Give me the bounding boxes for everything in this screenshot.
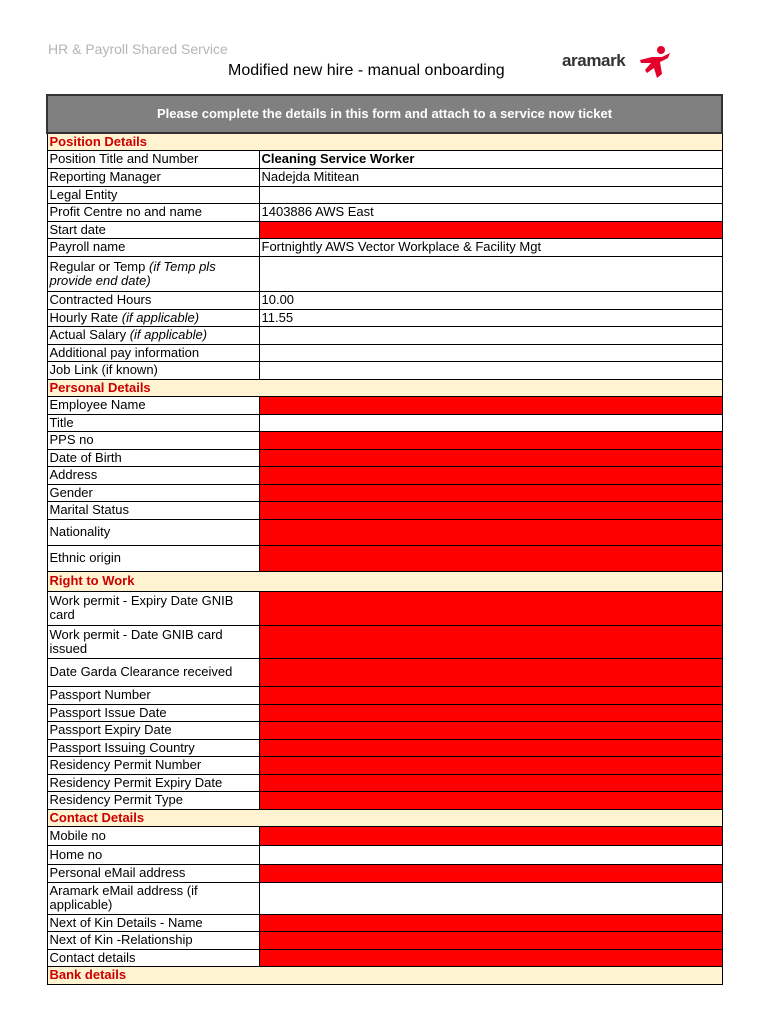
table-row [47, 774, 722, 791]
field-label: Payroll name [47, 238, 259, 256]
table-row [47, 344, 722, 361]
next-of-kin-name-value[interactable] [259, 914, 722, 931]
table-row [47, 501, 722, 519]
field-label-hint: (if applicable) [121, 309, 200, 325]
home-no-value[interactable] [259, 845, 722, 864]
field-label: Contracted Hours [47, 291, 259, 309]
title-value[interactable] [259, 414, 722, 431]
table-row [47, 625, 722, 658]
job-link-value[interactable] [259, 361, 722, 379]
aramark-email-value[interactable] [259, 882, 722, 914]
table-row [47, 414, 722, 431]
field-label: Legal Entity [47, 186, 259, 203]
field-label: Next of Kin -Relationship [47, 931, 259, 949]
field-label: PPS no [47, 431, 259, 449]
table-row [47, 221, 722, 238]
field-label: Address [47, 466, 259, 484]
table-row [47, 756, 722, 774]
field-label: Position Title and Number [47, 150, 259, 168]
field-label: Ethnic origin [47, 545, 259, 571]
field-label: Start date [47, 221, 259, 238]
date-of-birth-value[interactable] [259, 449, 722, 466]
table-row [47, 704, 722, 721]
logo-text: aramark [562, 51, 626, 70]
profit-centre-value[interactable]: 1403886 AWS East [259, 203, 722, 221]
table-row [47, 686, 722, 704]
section-title: Contact Details [47, 809, 722, 826]
field-label: Employee Name [47, 396, 259, 414]
field-label: Job Link (if known) [47, 361, 259, 379]
table-row [47, 150, 722, 168]
table-row [47, 882, 722, 914]
instruction-banner-row [47, 95, 722, 133]
field-label: Marital Status [47, 501, 259, 519]
field-label: Passport Expiry Date [47, 721, 259, 739]
field-label: Date of Birth [47, 449, 259, 466]
field-label [47, 326, 259, 344]
table-row [47, 466, 722, 484]
field-label: Residency Permit Number [47, 756, 259, 774]
table-row [47, 168, 722, 186]
contracted-hours-value[interactable]: 10.00 [259, 291, 722, 309]
actual-salary-value[interactable] [259, 326, 722, 344]
field-label: Personal eMail address [47, 864, 259, 882]
field-label-hint: (if applicable) [129, 327, 208, 342]
service-name: HR & Payroll Shared Service [48, 41, 228, 57]
field-label: Date Garda Clearance received [47, 658, 259, 686]
table-row [47, 396, 722, 414]
field-label: Next of Kin Details - Name [47, 914, 259, 931]
hourly-rate-value[interactable]: 11.55 [259, 309, 722, 326]
section-title: Bank details [47, 966, 722, 984]
garda-clearance-value[interactable] [259, 658, 722, 686]
table-row [47, 791, 722, 809]
passport-issue-date-value[interactable] [259, 704, 722, 721]
table-row [47, 431, 722, 449]
table-row [47, 326, 722, 344]
passport-number-value[interactable] [259, 686, 722, 704]
table-row [47, 949, 722, 966]
contact-details-value[interactable] [259, 949, 722, 966]
nationality-value[interactable] [259, 519, 722, 545]
field-label: Home no [47, 845, 259, 864]
field-label: Aramark eMail address (if applicable) [47, 882, 259, 914]
section-bank-details [47, 966, 722, 984]
gender-value[interactable] [259, 484, 722, 501]
table-row [47, 519, 722, 545]
instruction-banner: Please complete the details in this form and attach to a service now ticket [47, 95, 722, 133]
mobile-no-value[interactable] [259, 826, 722, 845]
table-row [47, 186, 722, 203]
payroll-name-value[interactable]: Fortnightly AWS Vector Workplace & Facility Mgt [259, 238, 722, 256]
passport-expiry-date-value[interactable] [259, 721, 722, 739]
gnib-expiry-value[interactable] [259, 591, 722, 625]
start-date-value[interactable] [259, 221, 722, 238]
position-title-value[interactable]: Cleaning Service Worker [259, 150, 722, 168]
section-right-to-work [47, 571, 722, 591]
field-label-text: Hourly Rate [49, 309, 122, 325]
table-row [47, 864, 722, 882]
residency-permit-expiry-value[interactable] [259, 774, 722, 791]
field-label: Reporting Manager [47, 168, 259, 186]
field-label: Gender [47, 484, 259, 501]
table-row [47, 721, 722, 739]
section-position-details [47, 133, 722, 150]
passport-country-value[interactable] [259, 739, 722, 756]
table-row [47, 545, 722, 571]
residency-permit-number-value[interactable] [259, 756, 722, 774]
additional-pay-value[interactable] [259, 344, 722, 361]
field-label [47, 309, 259, 326]
reporting-manager-value[interactable]: Nadejda Mititean [259, 168, 722, 186]
table-row [47, 238, 722, 256]
personal-email-value[interactable] [259, 864, 722, 882]
field-label-text: Actual Salary [49, 327, 130, 342]
field-label: Nationality [47, 519, 259, 545]
field-label: Passport Issue Date [47, 704, 259, 721]
table-row [47, 361, 722, 379]
section-contact-details [47, 809, 722, 826]
aramark-logo [562, 44, 674, 80]
field-label-text: Regular or Temp [49, 258, 149, 274]
table-row [47, 931, 722, 949]
section-title: Personal Details [47, 379, 722, 396]
next-of-kin-relationship-value[interactable] [259, 931, 722, 949]
aramark-star-person-icon [638, 44, 672, 80]
table-row [47, 591, 722, 625]
field-label: Passport Issuing Country [47, 739, 259, 756]
field-label: Residency Permit Expiry Date [47, 774, 259, 791]
field-label: Mobile no [47, 826, 259, 845]
field-label: Title [47, 414, 259, 431]
field-label: Work permit - Date GNIB card issued [47, 625, 259, 658]
table-row [47, 845, 722, 864]
regular-or-temp-value[interactable] [259, 256, 722, 291]
field-label [47, 256, 259, 291]
marital-status-value[interactable] [259, 501, 722, 519]
table-row [47, 309, 722, 326]
residency-permit-type-value[interactable] [259, 791, 722, 809]
gnib-issued-value[interactable] [259, 625, 722, 658]
field-label: Contact details [47, 949, 259, 966]
address-value[interactable] [259, 466, 722, 484]
field-label: Work permit - Expiry Date GNIB card [47, 591, 259, 625]
table-row [47, 914, 722, 931]
page-title: Modified new hire - manual onboarding [228, 62, 505, 79]
field-label: Profit Centre no and name [47, 203, 259, 221]
table-row [47, 658, 722, 686]
table-row [47, 484, 722, 501]
onboarding-form-table [46, 94, 723, 985]
table-row [47, 256, 722, 291]
field-label: Residency Permit Type [47, 791, 259, 809]
legal-entity-value[interactable] [259, 186, 722, 203]
field-label: Passport Number [47, 686, 259, 704]
table-row [47, 739, 722, 756]
table-row [47, 203, 722, 221]
ethnic-origin-value[interactable] [259, 545, 722, 571]
table-row [47, 449, 722, 466]
employee-name-value[interactable] [259, 396, 722, 414]
table-row [47, 826, 722, 845]
pps-no-value[interactable] [259, 431, 722, 449]
field-label-hint: (if Temp pls provide end date) [49, 258, 216, 288]
field-label: Additional pay information [47, 344, 259, 361]
section-title: Right to Work [47, 571, 722, 591]
section-title: Position Details [47, 133, 722, 150]
table-row [47, 291, 722, 309]
section-personal-details [47, 379, 722, 396]
